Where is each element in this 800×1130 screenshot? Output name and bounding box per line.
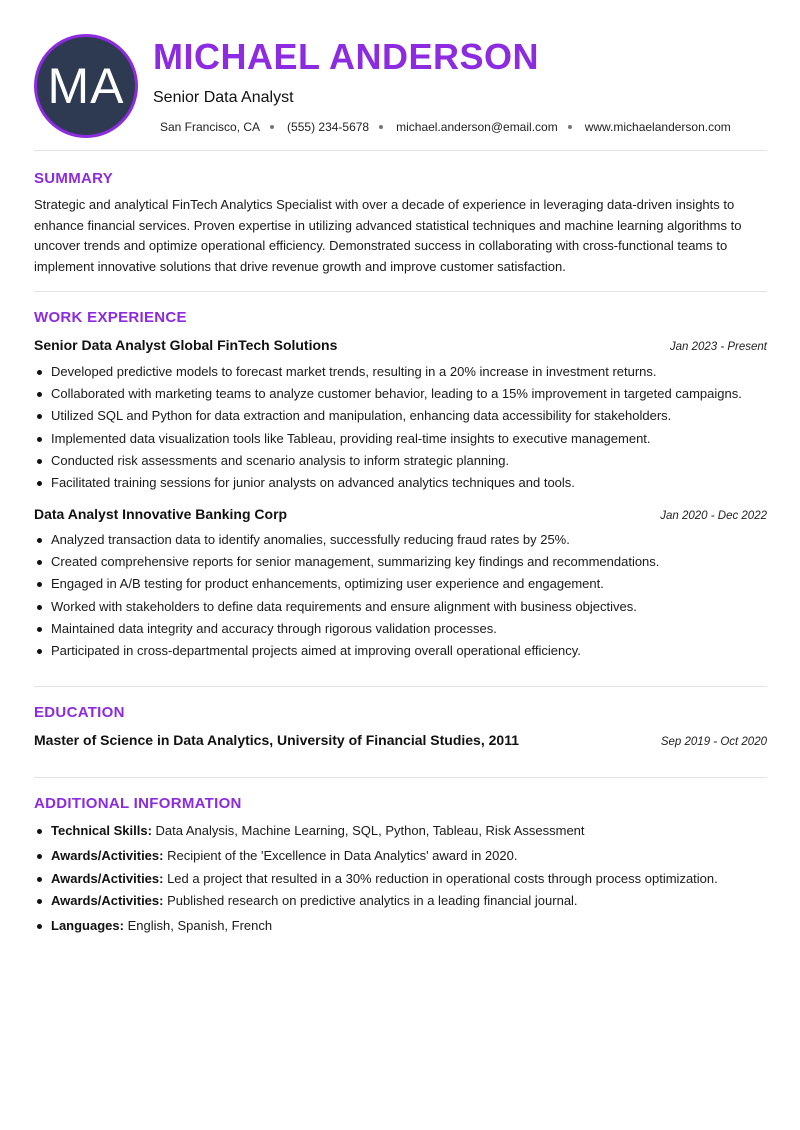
- education-date: Sep 2019 - Oct 2020: [660, 736, 767, 748]
- list-item: [34, 847, 774, 870]
- bullet-icon: [37, 481, 42, 486]
- info-value: Led a project that resulted in a 30% reduction in operational costs through process optimization.: [163, 870, 718, 886]
- bullet-icon: [37, 370, 42, 375]
- info-value: English, Spanish, French: [123, 918, 273, 933]
- info-label: Awards/Activities:: [51, 870, 164, 886]
- info-value: Recipient of the 'Excellence in Data Analytics' award in 2020.: [163, 848, 518, 863]
- list-item: [34, 598, 774, 620]
- bullet-text: Worked with stakeholders to define data requirements and ensure alignment with business objectives.: [51, 598, 637, 614]
- separator-dot: [379, 125, 383, 129]
- bullet-icon: [37, 924, 42, 929]
- list-item: [34, 407, 774, 429]
- list-item: [34, 870, 774, 893]
- list-item: [34, 474, 774, 496]
- contact-website[interactable]: www.michaelanderson.com: [584, 120, 731, 134]
- avatar: [34, 34, 138, 138]
- avatar-initials: MA: [47, 58, 125, 114]
- list-item: [34, 575, 774, 597]
- bullet-text: Created comprehensive reports for senior management, summarizing key findings and recommendations.: [51, 554, 660, 570]
- job-bullets: [34, 363, 774, 496]
- info-label: Awards/Activities:: [51, 848, 164, 863]
- bullet-icon: [37, 627, 42, 632]
- candidate-role: Senior Data Analyst: [153, 89, 294, 106]
- contact-line: [160, 120, 731, 134]
- list-item: [34, 917, 774, 939]
- bullet-text: Analyzed transaction data to identify anomalies, successfully reducing fraud rates by 25%.: [51, 532, 570, 547]
- additional-info-list: [34, 822, 774, 939]
- list-item: [34, 822, 774, 847]
- list-item: [34, 553, 774, 575]
- list-item: [34, 620, 774, 642]
- summary-text: Strategic and analytical FinTech Analytics Specialist with over a decade of experience in leveraging data-driven insights to enhance financial services. Proven expertise in utilizing advanced statistical techniques and machine learning algorithms to uncover trends and optimize operational efficiency. Demonstrated success in collaborating with cross-functional teams to implement innovative solutions that drive revenue growth and improve customer satisfaction.: [34, 197, 742, 274]
- job-header: [34, 337, 767, 353]
- additional-info-heading: ADDITIONAL INFORMATION: [34, 795, 242, 812]
- info-label: Languages:: [51, 918, 124, 933]
- degree-title: Master of Science in Data Analytics, University of Financial Studies, 2011: [34, 732, 519, 748]
- bullet-icon: [37, 560, 42, 565]
- education-heading: EDUCATION: [34, 704, 125, 721]
- contact-location: San Francisco, CA: [160, 120, 261, 134]
- list-item: [34, 385, 774, 407]
- job-date: Jan 2023 - Present: [669, 341, 767, 353]
- contact-email[interactable]: michael.anderson@email.com: [396, 120, 558, 134]
- divider: [34, 150, 767, 151]
- bullet-text: Utilized SQL and Python for data extraction and manipulation, enhancing data accessibility for stakeholders.: [51, 408, 672, 424]
- bullet-text: Implemented data visualization tools like Tableau, providing real-time insights to executive management.: [51, 430, 651, 446]
- list-item: [34, 452, 774, 474]
- bullet-text: Facilitated training sessions for junior analysts on advanced analytics techniques and tools.: [51, 474, 575, 490]
- contact-phone: (555) 234-5678: [287, 120, 370, 134]
- job-date: Jan 2020 - Dec 2022: [660, 510, 767, 522]
- bullet-icon: [37, 854, 42, 859]
- bullet-icon: [37, 605, 42, 610]
- bullet-icon: [37, 538, 42, 543]
- bullet-icon: [37, 414, 42, 419]
- bullet-icon: [37, 437, 42, 442]
- job-bullets: [34, 531, 774, 664]
- bullet-text: Developed predictive models to forecast market trends, resulting in a 20% increase in investment returns.: [51, 364, 657, 379]
- bullet-icon: [37, 649, 42, 654]
- list-item: [34, 892, 774, 917]
- list-item: [34, 642, 774, 664]
- bullet-icon: [37, 829, 42, 834]
- bullet-text: Maintained data integrity and accuracy through rigorous validation processes.: [51, 620, 497, 636]
- divider: [34, 291, 767, 292]
- info-value: Published research on predictive analytics in a leading financial journal.: [163, 893, 578, 908]
- bullet-text: Collaborated with marketing teams to analyze customer behavior, leading to a 15% improvement in targeted campaigns.: [51, 386, 742, 402]
- list-item: [34, 531, 774, 553]
- job-header: [34, 506, 767, 522]
- info-label: Technical Skills:: [51, 823, 152, 838]
- education-entry: [34, 732, 767, 748]
- bullet-icon: [37, 877, 42, 882]
- separator-dot: [270, 125, 274, 129]
- bullet-icon: [37, 392, 42, 397]
- job-title: Data Analyst Innovative Banking Corp: [34, 506, 288, 522]
- divider: [34, 777, 767, 778]
- candidate-name: MICHAEL ANDERSON: [153, 36, 540, 77]
- bullet-text: Conducted risk assessments and scenario analysis to inform strategic planning.: [51, 452, 510, 468]
- divider: [34, 686, 767, 687]
- bullet-icon: [37, 459, 42, 464]
- list-item: [34, 430, 774, 452]
- work-experience-heading: WORK EXPERIENCE: [34, 309, 187, 326]
- bullet-icon: [37, 582, 42, 587]
- bullet-icon: [37, 899, 42, 904]
- info-value: Data Analysis, Machine Learning, SQL, Python, Tableau, Risk Assessment: [151, 823, 585, 838]
- bullet-text: Engaged in A/B testing for product enhancements, optimizing user experience and engagement.: [51, 576, 604, 592]
- separator-dot: [568, 125, 572, 129]
- bullet-text: Participated in cross-departmental projects aimed at improving overall operational efficiency.: [51, 642, 581, 658]
- summary-heading: SUMMARY: [34, 170, 114, 187]
- list-item: [34, 363, 774, 385]
- job-title: Senior Data Analyst Global FinTech Solutions: [34, 337, 338, 353]
- info-label: Awards/Activities:: [51, 893, 164, 908]
